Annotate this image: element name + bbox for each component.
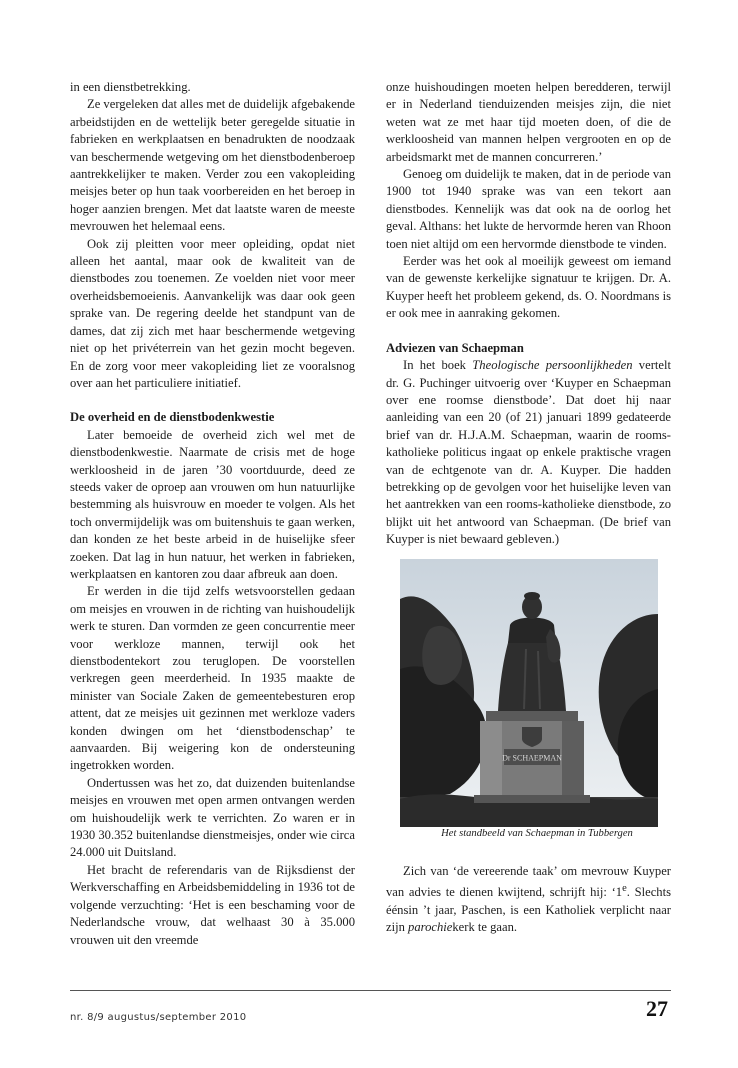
paragraph: Ze vergeleken dat alles met de duidelijk afgebakende arbeidstijden en de wettelijk beter geregelde situatie in fabrieken en werkplaatsen en benadrukten de noodzaak van beschermende wetgeving om het dienstbodenberoep aantrekkelijker te maken. Verder zou een vakopleiding meisjes beter op hun taak voorbereiden en het beroep in hoger aanzien brengen. Met dat laatste waren de meeste mevrouwen het helemaal eens. xyxy=(70,97,356,234)
text-run: In het boek xyxy=(403,358,473,373)
italic-word: parochie xyxy=(408,919,453,934)
issue-info: nr. 8/9 augustus/september 2010 xyxy=(70,1012,247,1023)
figure-caption: Het standbeeld van Schaepman in Tubbergen xyxy=(441,827,633,839)
superscript: e xyxy=(622,882,627,894)
page-number: 27 xyxy=(646,996,668,1021)
paragraph: Later bemoeide de overheid zich wel met de dienstbodenkwestie. Naarmate de crisis met de hoge werkloosheid in de jaren ’30 voortduurde, deed ze steeds vaker de oproep aan vrouwen om hun natuurlijke bestemming als huisvrouw en moeder te volgen. Als het toch onvermijdelijk was om buitenshuis te gaan werken, dan konden ze het beste arbeid in de huiselijke sfeer zoeken. Dat lag in hun natuur, het werken in fabrieken, werkplaatsen en kantoren zou daar afbreuk aan doen. xyxy=(70,427,355,581)
paragraph: in een dienstbetrekking. xyxy=(70,80,191,94)
paragraph: Ondertussen was het zo, dat duizenden buitenlandse meisjes en vrouwen met open armen ontvangen werden om huishoudelijk werk te verrichten. Zo waren er in 1930 30.352 buitenlandse dienstmeisjes, onder wie circa 24.000 uit Duitsland. xyxy=(70,775,355,860)
text-run: . Slechts éénsin ’t jaar, Paschen, is een Katholiek verplicht naar zijn xyxy=(386,885,671,934)
statue-illustration xyxy=(400,559,658,827)
paragraph: Ook zij pleitten voor meer opleiding, opdat niet alleen het aantal, maar ook de kwaliteit van de dienstbodes zou toenemen. Ze voelden niet voor meer overheidsbemoeienis. Aanvankelijk was daar ook geen sprake van. De regering deelde het standpunt van de dames, dat zij zich met haar beschermende wetgeving niet op het privéterrein van het gezin mocht begeven. En de zorg voor meer vakopleiding liet ze vooralsnog over aan het particuliere initiatief. xyxy=(70,236,355,390)
right-column xyxy=(386,79,671,936)
section-heading: Adviezen van Schaepman xyxy=(386,340,524,355)
book-title: Theologische persoonlijkheden xyxy=(472,358,633,373)
paragraph: Er werden in die tijd zelfs wetsvoorstellen gedaan om meisjes en vrouwen in de richting van huishoudelijk werk te sturen. Dan vormden ze geen concurrentie meer voor werkloze mannen, terwijl ook het dienstbodentekort zou teruglopen. De voorstellen verkregen geen meerderheid. In 1935 maakte de minister van Sociale Zaken de gemeentebesturen erop attent, dat ze meisjes uit gezinnen met werkloze vaders konden dwingen om het ‘dienstbodenschap’ te aanvaarden. Bij weigering kon de ondersteuning ingetrokken worden. xyxy=(70,584,355,773)
paragraph xyxy=(386,863,671,937)
paragraph xyxy=(386,357,671,548)
text-run: vertelt dr. G. Puchinger uitvoerig over ‘Kuyper en Schaepman over ene roomse dienstbode’. Dat doet hij naar aanleiding van een 20 (of 21) januari 1899 gedateerde brief van dr. H.J.A.M. Schaepman, waarin de rooms-katholieke politicus ingaat op enkele praktische vragen van de echtgenote van dr. A. Kuyper. Die hadden betrekking op de gevolgen voor het huiselijke leven van het aantrekken van een rooms-katholieke dienstbode, zo blijkt uit het antwoord van Schaepman. (De brief van Kuyper is niet bewaard gebleven.) xyxy=(386,358,671,547)
text-run: kerk te gaan. xyxy=(452,919,518,934)
footer-divider xyxy=(70,990,671,991)
paragraph: onze huishoudingen moeten helpen beredderen, terwijl er in Nederland tienduizenden meisjes zijn, die niet weten wat ze met haar tijd moeten doen, of die de werkloosheid van mannen helpen vergrooten en op de arbeidsmarkt met de mannen concurreren.’ xyxy=(386,80,671,164)
text-run: Zich van ‘de vereerende taak’ om mevrouw Kuyper van advies te dienen kwijtend, schrijft hij: ‘1 xyxy=(386,863,671,900)
paragraph: Eerder was het ook al moeilijk geweest om iemand van de gewenste kerkelijke signatuur te krijgen. Dr. A. Kuyper heeft het probleem gekend, ds. O. Noordmans is er ook mee in aanraking gekomen. xyxy=(386,254,671,321)
plaque-text: Dr SCHAEPMAN xyxy=(502,753,562,763)
section-heading: De overheid en de dienstbodenkwestie xyxy=(70,410,275,425)
left-column xyxy=(70,79,355,949)
paragraph: Genoeg om duidelijk te maken, dat in de periode van 1900 tot 1940 sprake was van een tekort aan dienstbodes. Kennelijk was dat ook na de oorlog het geval. Althans: het lukte de hervormde heren van Rhoon toen niet altijd om een hervormde dienstbode te vinden. xyxy=(386,167,671,251)
paragraph: Het bracht de referendaris van de Rijksdienst der Werkverschaffing en Arbeidsbemiddeling in 1936 tot de volgende verzuchting: ‘Het is een beschaming voor de Nederlandsche vrouw, dat welhaast 30 à 35.000 vrouwen uit den vreemde xyxy=(70,862,355,947)
statue-photo xyxy=(400,559,658,827)
